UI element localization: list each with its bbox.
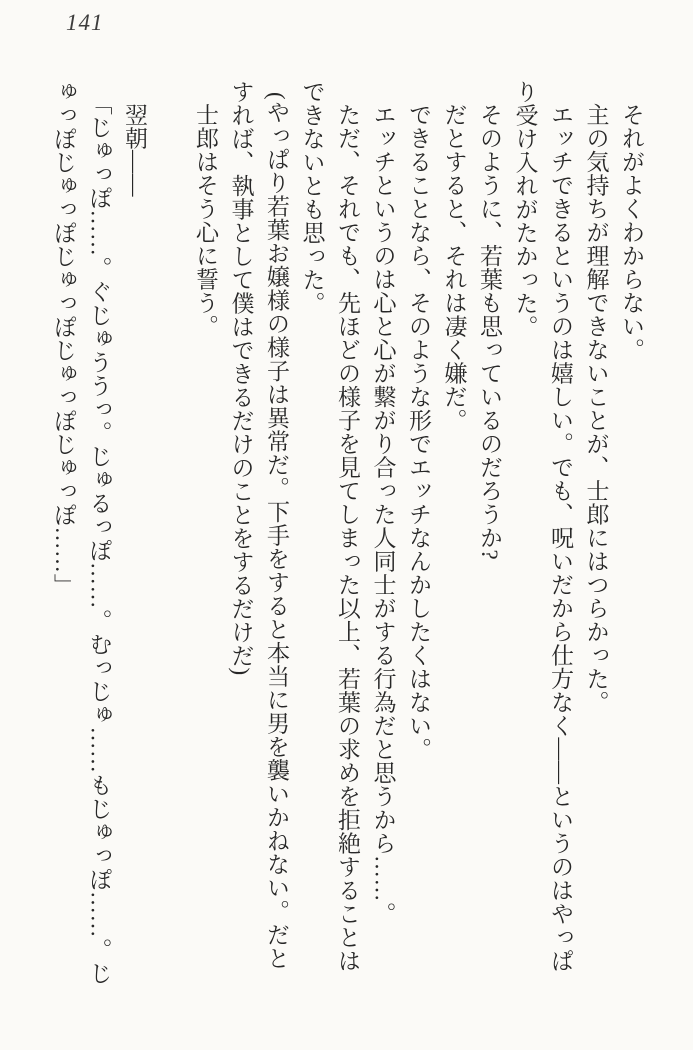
paragraph: それがよくわからない。 bbox=[619, 103, 644, 362]
paragraph: 主の気持ちが理解できないことが、士郎にはつらかった。 bbox=[583, 103, 609, 714]
paragraph: (やっぱり若葉お嬢様の様子は異常だ。下手をすると本当に男を襲いかねない。だとすれば、執事として僕はできるだけのことをするだけだ) bbox=[228, 80, 289, 970]
paragraph: ただ、それでも、先ほどの様子を見てしまった以上、若葉の求めを拒絶することはできないとも思った。 bbox=[299, 80, 360, 973]
paragraph: 士郎はそう心に誓う。 bbox=[193, 103, 218, 338]
paragraph: エッチというのは心と心が繋がり合った人同士がする行為だと思うから……。 bbox=[370, 103, 396, 926]
page-number: 141 bbox=[66, 10, 104, 35]
paragraph: そのように、若葉も思っているのだろうか? bbox=[477, 103, 502, 561]
paragraph: できることなら、そのような形でエッチなんかしたくはない。 bbox=[406, 103, 431, 761]
paragraph: エッチできるというのは嬉しい。でも、呪いだから仕方なく——というのはやっぱり受け入れがたかった。 bbox=[512, 80, 573, 973]
body-text bbox=[46, 80, 650, 988]
paragraph: だとすると、それは凄く嫌だ。 bbox=[441, 103, 467, 432]
paragraph: 「じゅっぽ……。ぐじゅううっ。じゅるっぽ……。むっじゅ……もじゅっぽ……。じゅっぽじゅっぽじゅっぽじゅっぽじゅっぽ……」 bbox=[51, 80, 112, 985]
paragraph: 翌朝—— bbox=[122, 103, 147, 197]
